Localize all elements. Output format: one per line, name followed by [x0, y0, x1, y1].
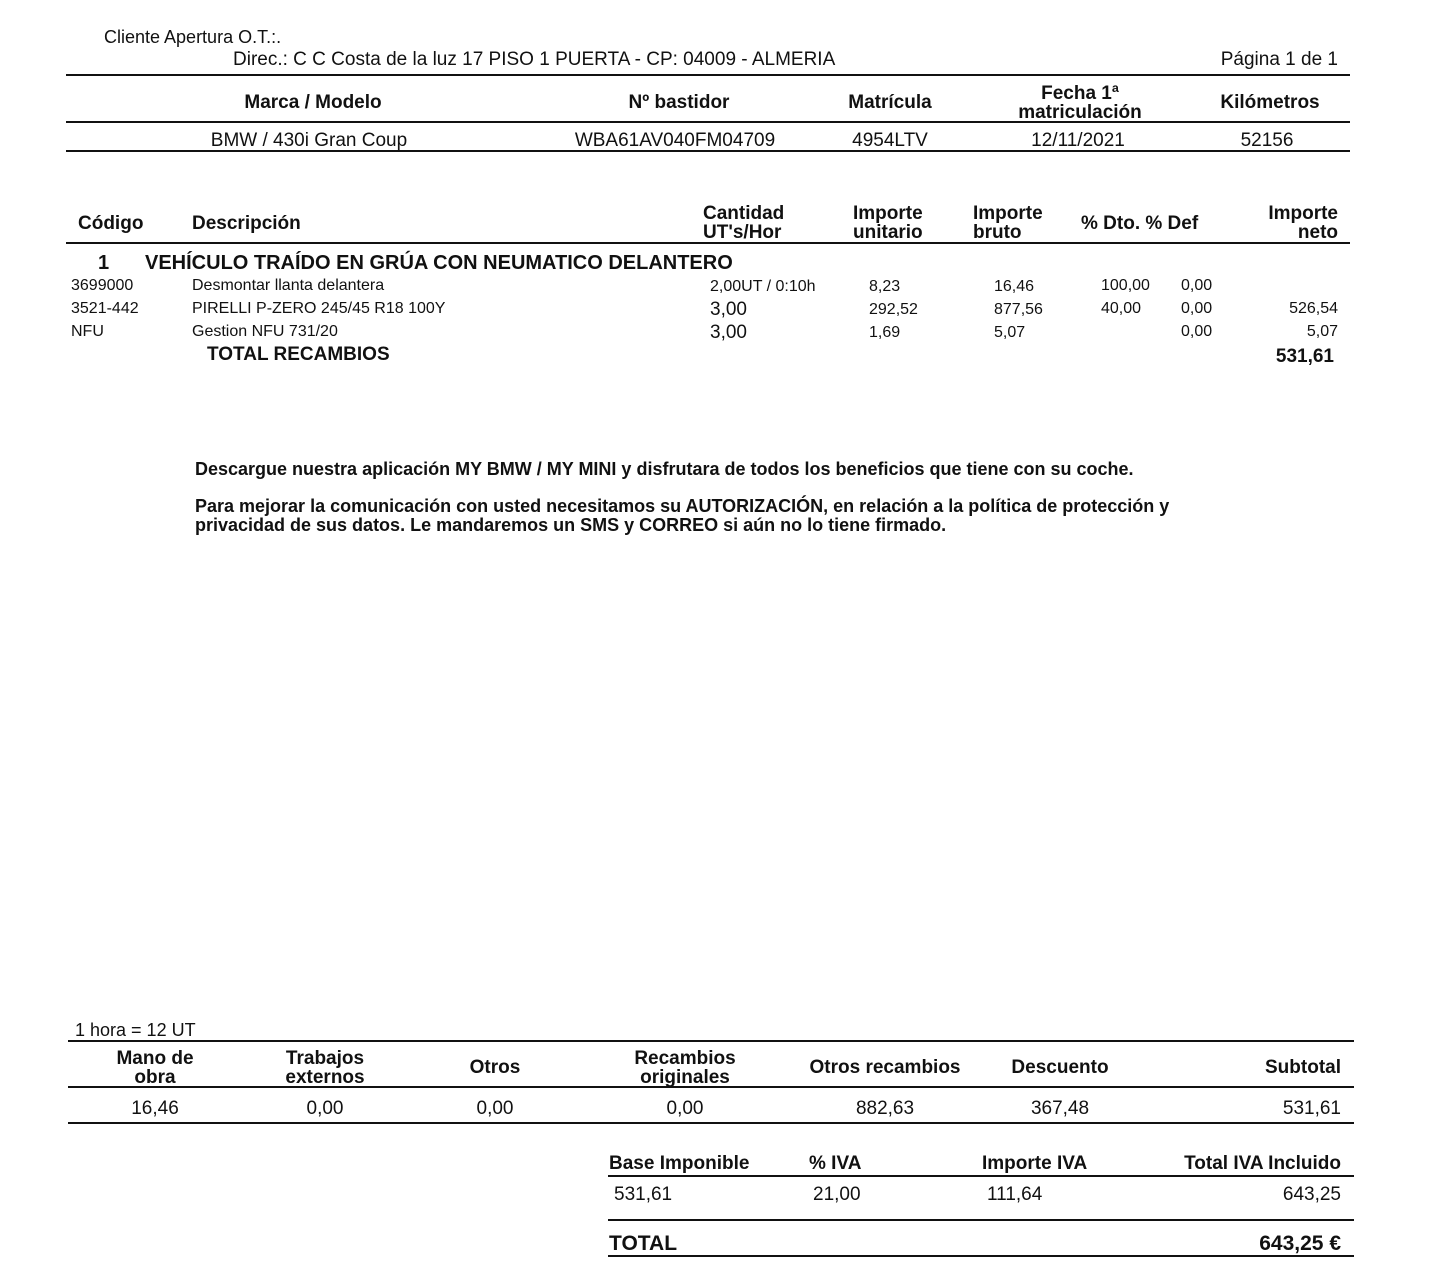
- divider: [66, 74, 1350, 76]
- row-description: PIRELLI P-ZERO 245/45 R18 100Y: [192, 300, 446, 317]
- header-reg-date: [1000, 84, 1160, 122]
- col-unit-price-line1: Importe: [853, 203, 923, 224]
- col-net-line2: neto: [1297, 222, 1338, 243]
- col-gross-line1: Importe: [973, 203, 1043, 224]
- col-unit-price: [853, 204, 923, 242]
- note-privacy-line1: Para mejorar la comunicación con usted necesitamos su AUTORIZACIÓN, en relación a la política de protección y: [195, 496, 1170, 516]
- header-km: Kilómetros: [1220, 92, 1320, 113]
- summary-col-discount: Descuento: [1011, 1057, 1109, 1078]
- row-def: 0,00: [1181, 300, 1213, 317]
- vehicle-reg-date: 12/11/2021: [1031, 130, 1125, 151]
- row-gross: 877,56: [994, 301, 1043, 318]
- summary-col-subtotal: Subtotal: [1265, 1057, 1341, 1078]
- group-title: VEHÍCULO TRAÍDO EN GRÚA CON NEUMATICO DELANTERO: [145, 252, 733, 274]
- total-parts-label: TOTAL RECAMBIOS: [207, 344, 390, 365]
- summary-col-external-line2: externos: [285, 1067, 365, 1088]
- row-quantity: 3,00: [710, 322, 747, 343]
- col-code: Código: [78, 213, 144, 234]
- summary-col-original-parts: [610, 1049, 760, 1087]
- total-parts-value: 531,61: [1275, 346, 1334, 367]
- summary-discount: 367,48: [1030, 1098, 1090, 1119]
- group-number: 1: [98, 252, 110, 274]
- client-address: Direc.: C C Costa de la luz 17 PISO 1 PUERTA - CP: 04009 - ALMERIA: [233, 49, 836, 70]
- tax-col-total-incl: Total IVA Incluido: [1184, 1153, 1341, 1174]
- col-unit-price-line2: unitario: [853, 222, 923, 243]
- divider: [608, 1219, 1354, 1221]
- summary-col-external-line1: Trabajos: [285, 1048, 365, 1069]
- summary-external: 0,00: [306, 1098, 344, 1119]
- page-number: Página 1 de 1: [1220, 49, 1338, 70]
- col-quantity-line2: UT's/Hor: [703, 222, 782, 243]
- summary-others: 0,00: [476, 1098, 514, 1119]
- col-quantity-line1: Cantidad: [703, 203, 785, 224]
- tax-vat-amount: 111,64: [987, 1184, 1043, 1205]
- row-net: 526,54: [1289, 300, 1338, 317]
- divider: [66, 242, 1350, 244]
- tax-col-base: Base Imponible: [609, 1153, 750, 1174]
- row-code: 3699000: [71, 277, 134, 294]
- divider: [608, 1175, 1354, 1177]
- note-privacy-line2: privacidad de sus datos. Le mandaremos un SMS y CORREO si aún no lo tiene firmado.: [195, 515, 947, 535]
- client-label: Cliente Apertura O.T.:.: [104, 27, 282, 47]
- divider: [68, 1040, 1354, 1042]
- row-gross: 5,07: [994, 324, 1026, 341]
- divider: [66, 150, 1350, 152]
- tax-total-incl: 643,25: [1282, 1184, 1341, 1205]
- summary-col-labor-line2: obra: [134, 1067, 176, 1088]
- row-net: 5,07: [1306, 323, 1338, 340]
- summary-col-other-parts: Otros recambios: [809, 1057, 961, 1078]
- header-reg-date-line1: Fecha 1ª: [1041, 83, 1119, 104]
- row-code: NFU: [71, 323, 104, 340]
- row-unit-price: 292,52: [869, 301, 918, 318]
- summary-other-parts: 882,63: [855, 1098, 915, 1119]
- summary-labor: 16,46: [131, 1098, 179, 1119]
- summary-col-labor: [90, 1049, 220, 1087]
- summary-col-others: Otros: [469, 1057, 521, 1078]
- divider: [68, 1122, 1354, 1124]
- grand-total-value: 643,25 €: [1259, 1232, 1341, 1255]
- row-def: 0,00: [1181, 277, 1213, 294]
- row-discount: 40,00: [1101, 300, 1142, 317]
- tax-col-vat-amount: Importe IVA: [982, 1153, 1088, 1174]
- col-description: Descripción: [192, 213, 301, 234]
- vehicle-vin: WBA61AV040FM04709: [574, 130, 776, 151]
- summary-col-original-parts-line2: originales: [640, 1067, 730, 1088]
- row-unit-price: 1,69: [869, 324, 901, 341]
- note-app: Descargue nuestra aplicación MY BMW / MY MINI y disfrutara de todos los beneficios que tiene con su coche.: [195, 459, 1134, 479]
- divider: [68, 1086, 1354, 1088]
- tax-base: 531,61: [614, 1184, 673, 1205]
- grand-total-label: TOTAL: [609, 1232, 678, 1255]
- tax-vat-pct: 21,00: [813, 1184, 861, 1205]
- row-description: Gestion NFU 731/20: [192, 323, 338, 340]
- vehicle-km: 52156: [1240, 130, 1294, 151]
- row-def: 0,00: [1181, 323, 1213, 340]
- row-gross: 16,46: [994, 278, 1035, 295]
- divider: [608, 1255, 1354, 1257]
- col-net: [1230, 204, 1338, 242]
- header-reg-date-line2: matriculación: [1018, 102, 1142, 123]
- summary-original-parts: 0,00: [666, 1098, 704, 1119]
- divider: [66, 121, 1350, 123]
- header-vin: Nº bastidor: [628, 92, 730, 113]
- vehicle-model: BMW / 430i Gran Coup: [210, 130, 408, 151]
- header-model: Marca / Modelo: [244, 92, 382, 113]
- row-description: Desmontar llanta delantera: [192, 277, 385, 294]
- col-gross-line2: bruto: [973, 222, 1022, 243]
- summary-col-labor-line1: Mano de: [116, 1048, 194, 1069]
- row-quantity: 2,00UT / 0:10h: [710, 278, 816, 295]
- col-gross: [973, 204, 1043, 242]
- tax-col-vat-pct: % IVA: [809, 1153, 862, 1174]
- col-net-line1: Importe: [1268, 203, 1338, 224]
- summary-col-original-parts-line1: Recambios: [634, 1048, 736, 1069]
- row-quantity: 3,00: [710, 299, 747, 320]
- row-discount: 100,00: [1101, 277, 1150, 294]
- summary-col-external: [260, 1049, 390, 1087]
- header-plate: Matrícula: [848, 92, 932, 113]
- row-code: 3521-442: [71, 300, 139, 317]
- row-unit-price: 8,23: [869, 278, 901, 295]
- vehicle-plate: 4954LTV: [852, 130, 928, 151]
- col-discount: % Dto. % Def: [1081, 213, 1199, 234]
- summary-subtotal: 531,61: [1282, 1098, 1341, 1119]
- col-quantity: [703, 204, 784, 242]
- note-privacy: [195, 497, 1169, 535]
- ut-note: 1 hora = 12 UT: [75, 1020, 196, 1040]
